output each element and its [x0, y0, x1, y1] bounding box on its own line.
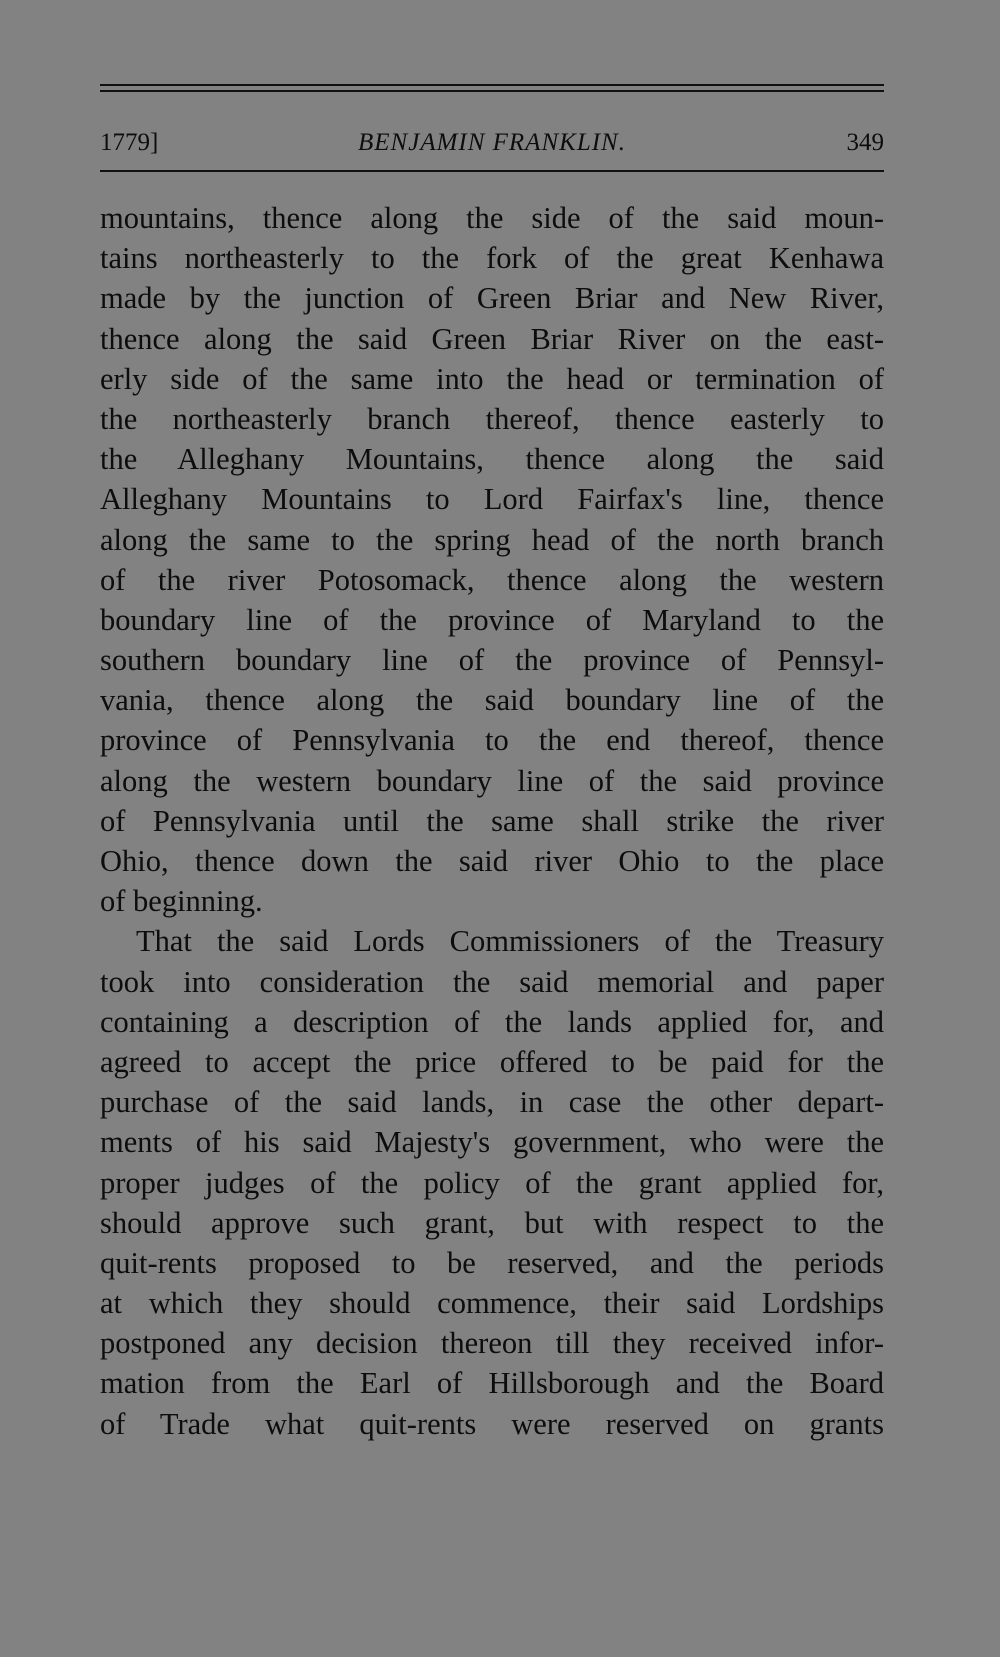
text-line: of Trade what quit-rents were reserved on grants: [100, 1406, 884, 1441]
text-line: quit-rents proposed to be reserved, and the periods: [100, 1245, 884, 1280]
header-title: BENJAMIN FRANKLIN.: [358, 129, 626, 156]
text-line: made by the junction of Green Briar and New River,: [100, 281, 884, 316]
text-line: along the western boundary line of the said province: [100, 763, 884, 798]
text-line: mation from the Earl of Hillsborough and the Board: [100, 1366, 884, 1401]
text-line: along the same to the spring head of the north branch: [100, 522, 884, 557]
text-line: erly side of the same into the head or termination of: [100, 361, 884, 396]
text-line: should approve such grant, but with respect to the: [100, 1205, 884, 1240]
text-line: the Alleghany Mountains, thence along the said: [100, 442, 884, 477]
running-head: [100, 92, 884, 156]
header-double-rule: [100, 84, 884, 92]
text-line: mountains, thence along the side of the said moun-: [100, 201, 884, 235]
text-line: the northeasterly branch thereof, thence easterly to: [100, 401, 884, 436]
text-line: vania, thence along the said boundary line of the: [100, 683, 884, 718]
text-line: boundary line of the province of Maryland to the: [100, 602, 884, 637]
header-rule: [100, 170, 884, 172]
text-line: of Pennsylvania until the same shall strike the river: [100, 803, 884, 838]
text-line: containing a description of the lands applied for, and: [100, 1004, 884, 1039]
body-text: [100, 198, 884, 1444]
text-line: province of Pennsylvania to the end thereof, thence: [100, 723, 884, 758]
text-line: That the said Lords Commissioners of the Treasury: [136, 924, 884, 959]
text-line: of the river Potosomack, thence along the western: [100, 562, 884, 597]
text-line: thence along the said Green Briar River on the east-: [100, 321, 884, 356]
text-line: Ohio, thence down the said river Ohio to the place: [100, 844, 884, 878]
text-line: southern boundary line of the province of Pennsyl-: [100, 643, 884, 678]
text-line: purchase of the said lands, in case the other depart-: [100, 1085, 884, 1120]
page-number: 349: [846, 129, 884, 156]
text-line: took into consideration the said memorial and paper: [100, 964, 884, 999]
text-line: postponed any decision thereon till they received infor-: [100, 1326, 884, 1361]
text-line: Alleghany Mountains to Lord Fairfax's line, thence: [100, 482, 884, 517]
text-line: proper judges of the policy of the grant applied for,: [100, 1165, 884, 1200]
text-line: tains northeasterly to the fork of the great Kenhawa: [100, 241, 884, 276]
text-line: ments of his said Majesty's government, who were the: [100, 1125, 884, 1160]
header-year: 1779]: [100, 129, 159, 156]
text-line: agreed to accept the price offered to be paid for the: [100, 1044, 884, 1079]
text-line: of beginning.: [100, 884, 263, 919]
text-line: at which they should commence, their said Lordships: [100, 1286, 884, 1321]
book-page: [100, 84, 884, 1444]
